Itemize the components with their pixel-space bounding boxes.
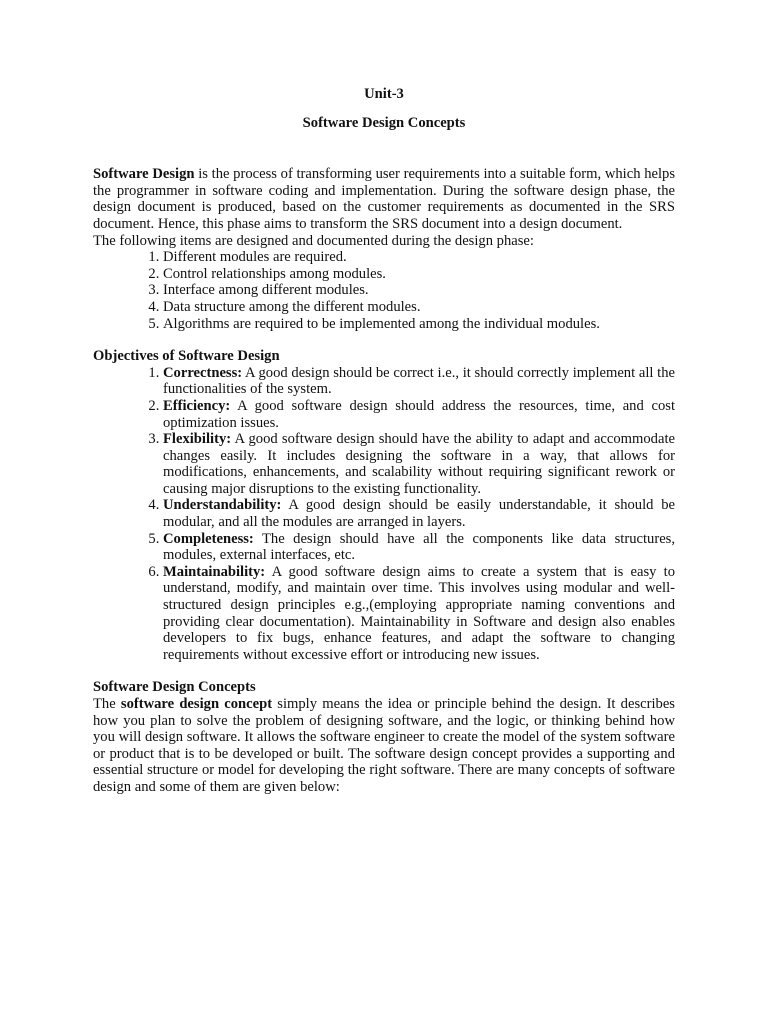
objective-text: A good software design aims to create a system that is easy to understand, modify, and maintain over time. This involves using modular and well-structured design principles e.g.,(employing appropriate naming conventions and providing clear documentation). Maintainability in Software and design also enables developers to fix bugs, enhance features, and adapt the software to changing requirements without excessive effort or introducing new issues.	[163, 563, 675, 663]
objective-term: Correctness:	[163, 364, 243, 381]
objectives-heading: Objectives of Software Design	[93, 348, 280, 365]
objective-term: Flexibility:	[163, 431, 232, 448]
list-item: 5. Algorithms are required to be implemented among the individual modules.	[163, 316, 675, 333]
objective-term: Understandability:	[163, 497, 282, 514]
list-item	[163, 564, 675, 664]
objective-term: Completeness:	[163, 530, 254, 547]
concepts-lead: The	[93, 696, 121, 712]
objective-text: A good design should be correct i.e., it should correctly implement all the functionalities of the system.	[163, 364, 675, 398]
list-item	[163, 497, 675, 530]
concepts-paragraph	[93, 696, 675, 796]
spacer	[93, 332, 675, 348]
list-item	[163, 365, 675, 398]
list-item	[163, 531, 675, 564]
list-item: 4. Data structure among the different modules.	[163, 299, 675, 316]
objective-term: Efficiency:	[163, 397, 231, 414]
objective-text: A good software design should address the resources, time, and cost optimization issues.	[163, 397, 675, 431]
objective-term: Maintainability:	[163, 563, 266, 580]
list-lead: The following items are designed and documented during the design phase:	[93, 232, 534, 249]
concepts-text: simply means the idea or principle behind the design. It describes how you plan to solve the problem of designing software, and the logic, or thinking behind how you will design software. It allows the software engineer to create the model of the system software or product that is to be developed or built. The software design concept provides a supporting and essential structure or model for developing the right software. There are many concepts of software design and some of them are given below:	[93, 696, 675, 795]
document-page	[93, 86, 675, 796]
objectives-list	[93, 365, 675, 664]
list-item	[163, 431, 675, 497]
document-title: Software Design Concepts	[302, 114, 466, 131]
intro-term: Software Design	[93, 166, 195, 183]
list-item: 2. Control relationships among modules.	[163, 266, 675, 283]
objective-text: A good design should be easily understandable, it should be modular, and all the modules are arranged in layers.	[163, 497, 675, 531]
concepts-term: software design concept	[120, 696, 273, 712]
design-items-list	[93, 249, 675, 332]
list-item: 1. Different modules are required.	[163, 249, 675, 266]
intro-paragraph	[93, 166, 675, 232]
concepts-heading: Software Design Concepts	[93, 679, 256, 696]
spacer	[93, 663, 675, 679]
unit-title: Unit-3	[364, 86, 404, 102]
intro-text: is the process of transforming user requirements into a suitable form, which helps the programmer in software coding and implementation. During the software design phase, the design document is produced, based on the customer requirements as documented in the SRS document. Hence, this phase aims to transform the SRS document into a design document.	[93, 166, 675, 232]
objective-text: The design should have all the components like data structures, modules, external interfaces, etc.	[163, 530, 675, 564]
list-item: 3. Interface among different modules.	[163, 282, 675, 299]
objective-text: A good software design should have the ability to adapt and accommodate changes easily. It includes designing the software in a way, that allows for modifications, enhancements, and scalability without requiring significant rework or causing major disruptions to the existing functionality.	[163, 431, 675, 497]
list-item	[163, 398, 675, 431]
